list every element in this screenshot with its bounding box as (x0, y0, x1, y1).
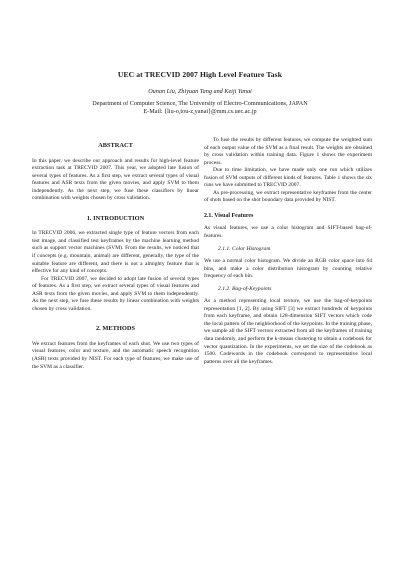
preprocessing-paragraph: As pre-processing, we extract representative keyframes from the center of shots based on the shot boundary data provided by NIST. (204, 189, 372, 204)
introduction-paragraph-1: In TRECVID 2006, we extracted single type of feature vectors from each test image, and classified test keyframes by the machine learning method such as support vector machines (SVM). From the results, we noticed that if concepts (e.g. mountain, animal) are different, generally, the type of the suitable feature are different, and there is not a almighty feature that is effective for any kind of concepts. (32, 230, 199, 275)
introduction-heading: 1. INTRODUCTION (86, 214, 145, 222)
author-email: E-Mail: {liu-o,tou-z,yanai}@mm.cs.uec.ac.jp (143, 108, 257, 116)
runs-paragraph: Due to time limitation, we have made only one run which utilizes fusion of SVM outputs of different kinds of features. Table 1 shows the six runs we have submitted to TRECVID 2007. (204, 167, 372, 189)
fusion-paragraph: To fuse the results by different features, we compute the weighted sum of each output value of the SVM as a final result. The weights are obtained by cross validation within training data. Figure 1 shows the experiment process. (204, 137, 372, 166)
affiliation-block (0, 100, 400, 117)
abstract-text: In this paper, we describe our approach and results for high-level feature extraction task at TRECVID 2007. This year, we adopted late fusion of several types of features. As a first step, we extract several types of visual features and ASR texts from the given movies, and apply SVM to them independently. As the next step, we fuse these classifiers by linear combination with weights chosen by cross validation. (32, 157, 199, 202)
visual-features-heading: 2.1. Visual Features (204, 212, 254, 219)
color-histogram-paragraph: We use a normal color histogram. We divide an RGB color space into 64 bins, and make a color distribution histogram by counting relative frequency of each bin. (204, 258, 372, 280)
right-column (204, 137, 372, 366)
visual-features-paragraph: As visual features, we use a color histogram and SIFT-based bag-of-features. (204, 225, 372, 240)
paper-title: UEC at TRECVID 2007 High Level Feature Task (117, 70, 283, 79)
color-histogram-heading: 2.1.1. Color Histogram (218, 245, 271, 252)
methods-paragraph-1: We extract features from the keyframes of each shot. We use two types of visual features, color and texture, and the automatic speech recognition (ASR) texts provided by NIST. For each type of features, we make use of the SVM as a classifier. (32, 340, 199, 370)
abstract-heading: ABSTRACT (98, 142, 133, 149)
bag-of-keypoints-heading: 2.1.2. Bag-of-Keypoints (218, 285, 272, 292)
methods-heading: 2. METHODS (95, 325, 136, 333)
left-column (32, 137, 199, 371)
bag-of-keypoints-paragraph: As a method representing local texture, we use the bag-of-keypoints representation [1, 2]. By using SIFT [3] we extract hundreds of keypoints from each keyframe, and obtain 128-dimension SIFT vectors which code the local pattern of the neighborhood of the keypoints. In the training phase, we sample all the SIFT vectors extracted from all the keyframes of training data randomly, and perform the k-means clustering to obtain a codebook for vector quantization. In the experiments, we set the size of the codebook as 1500. Codewords in the codebook correspond to representative local patterns over all the keyframes. (204, 298, 372, 365)
paper-authors: Ounan Liu, Zhiyuan Tang and Keiji Yanai (148, 88, 252, 95)
affiliation: Department of Computer Science, The University of Electro-Communications, JAPAN (92, 100, 308, 107)
introduction-paragraph-2: For TRECVID 2007, we decided to adopt late fusion of several types of features. As a first step, we extract several types of visual features and ASR texts from the given movies, and apply SVM to them independently. As the next step, we fuse these results by linear combination with weights chosen by cross validation. (32, 275, 199, 312)
